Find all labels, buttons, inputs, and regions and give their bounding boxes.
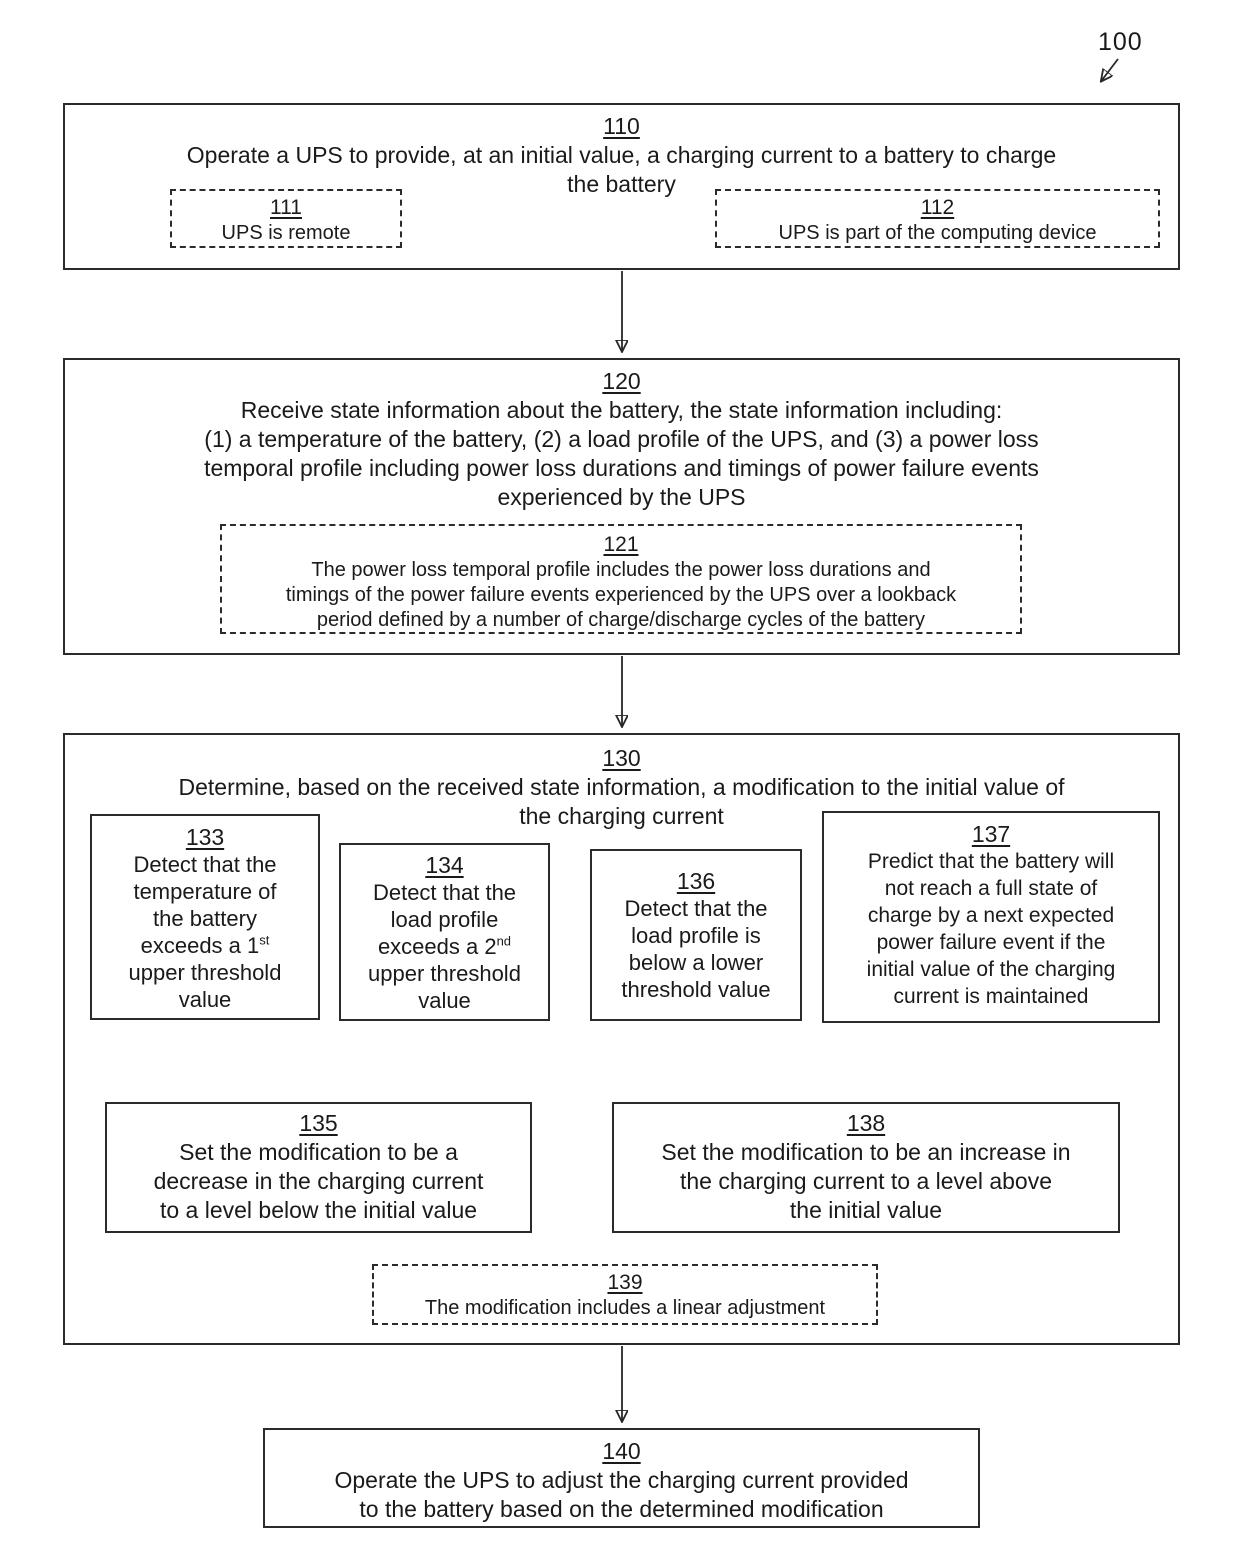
- substep-112-number: 112: [920, 196, 955, 219]
- step-130-text: Determine, based on the received state information, a modification to the initial value of the charging current: [178, 774, 1065, 829]
- figure-ref-label: 100: [1098, 28, 1143, 56]
- substep-133-text-part: upper threshold value: [128, 960, 282, 1012]
- substep-134-ordinal-suffix: nd: [496, 933, 512, 949]
- substep-box-135: [105, 1102, 532, 1233]
- substep-box-112: [715, 189, 1160, 248]
- substep-box-121: [220, 524, 1022, 634]
- substep-111-text: UPS is remote: [221, 222, 351, 244]
- substep-134-text-part: upper threshold value: [368, 961, 521, 1013]
- substep-121-number: 121: [603, 533, 639, 556]
- substep-box-137: [822, 811, 1160, 1023]
- substep-box-136: [590, 849, 802, 1021]
- substep-111-number: 111: [270, 196, 302, 219]
- step-120-number: 120: [602, 368, 641, 394]
- step-130-number: 130: [602, 745, 641, 771]
- substep-133-ordinal-suffix: st: [259, 932, 270, 948]
- substep-121-text: The power loss temporal profile includes the power loss durations and timings of the power failure events experienced by the UPS over a lookback period defined by a number of charge/discharge cycles of the battery: [285, 559, 957, 631]
- substep-139-text: The modification includes a linear adjustment: [424, 1297, 826, 1319]
- substep-133-text-part: Detect that the temperature of the battery exceeds a 1: [133, 852, 277, 958]
- arrow-ref-100: [1102, 59, 1118, 80]
- substep-box-133: [90, 814, 320, 1020]
- substep-133-text: [92, 851, 318, 1013]
- substep-box-138: [612, 1102, 1120, 1233]
- step-box-140: [263, 1428, 980, 1528]
- substep-137-text: Predict that the battery will not reach a full state of charge by a next expected power failure event if the initial value of the charging current is maintained: [866, 850, 1116, 1008]
- substep-135-number: 135: [299, 1110, 338, 1136]
- substep-136-text: Detect that the load profile is below a lower threshold value: [621, 896, 771, 1002]
- step-110-number: 110: [603, 113, 640, 139]
- substep-138-number: 138: [846, 1110, 886, 1136]
- step-120-text: Receive state information about the battery, the state information including: (1) a temperature of the battery, (2) a load profile of the UPS, and (3) a power loss temporal profile including power loss durations and timings of power failure events experienced by the UPS: [204, 397, 1039, 510]
- substep-136-number: 136: [676, 868, 716, 894]
- substep-112-text: UPS is part of the computing device: [778, 222, 1097, 244]
- substep-133-number: 133: [185, 824, 225, 850]
- substep-139-number: 139: [607, 1271, 643, 1294]
- step-140-text: Operate the UPS to adjust the charging current provided to the battery based on the determined modification: [334, 1467, 909, 1522]
- step-box-120: [63, 358, 1180, 655]
- substep-box-139: [372, 1264, 878, 1325]
- step-box-130: [63, 733, 1180, 1345]
- substep-138-text: Set the modification to be an increase in the charging current to a level above the initial value: [661, 1139, 1071, 1223]
- substep-134-text-part: Detect that the load profile exceeds a 2: [372, 880, 517, 959]
- substep-134-number: 134: [425, 852, 464, 878]
- substep-box-134: [339, 843, 550, 1021]
- substep-134-text: [341, 879, 548, 1014]
- substep-137-number: 137: [971, 821, 1011, 847]
- substep-box-111: [170, 189, 402, 248]
- step-140-number: 140: [602, 1438, 641, 1464]
- step-110-text: Operate a UPS to provide, at an initial value, a charging current to a battery to charge the battery: [186, 142, 1057, 197]
- step-box-110: [63, 103, 1180, 270]
- substep-135-text: Set the modification to be a decrease in the charging current to a level below the initial value: [153, 1139, 484, 1223]
